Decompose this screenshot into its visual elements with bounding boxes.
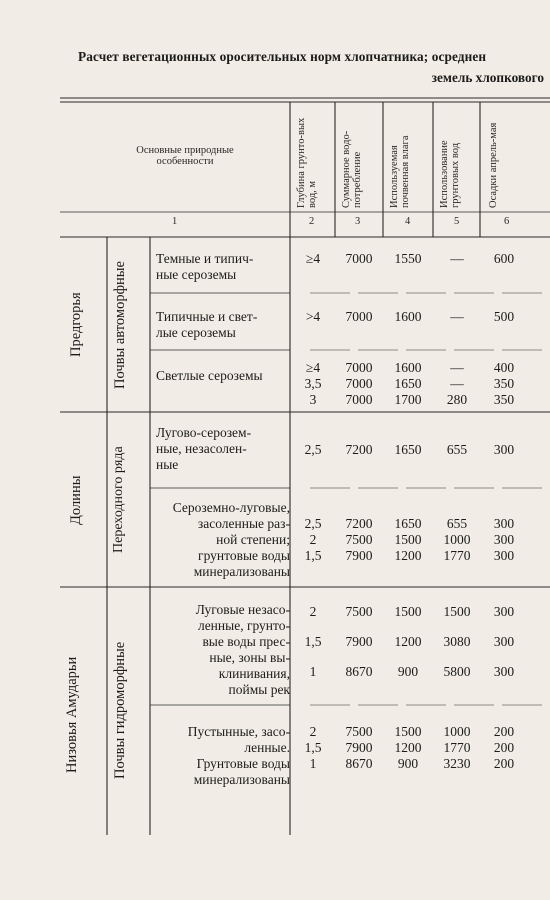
header-soil-moisture: Используемая почвенная влага (389, 135, 411, 208)
col-number-3: 3 (355, 216, 361, 227)
row-4-total: 7200 (345, 442, 373, 457)
row-5-depth: 2,5 2 1,5 (304, 516, 322, 563)
row-2-depth: >4 (305, 309, 321, 324)
row-8-depth: 1 (309, 664, 317, 679)
row-1-total: 7000 (345, 251, 373, 266)
row-6-precip: 300 (493, 604, 515, 619)
row-8-ground: 5800 (443, 664, 471, 679)
row-1-description: Темные и типич- ные сероземы (156, 251, 254, 282)
header-groundwater: Использование грунтовых вод (439, 140, 461, 208)
row-6-description: Луговые незасо- ленные, грунто- вые воды прес- ные, зоны вы- клинивания, поймы рек (195, 602, 290, 697)
row-2-description: Типичные и свет- лые сероземы (156, 309, 258, 340)
row-3-soil: 1600 1650 1700 (394, 360, 422, 407)
row-9-ground: 1000 1770 3230 (443, 724, 471, 771)
row-4-ground: 655 (446, 442, 468, 457)
row-1-soil: 1550 (394, 251, 422, 266)
row-5-ground: 655 1000 1770 (443, 516, 471, 563)
row-4-description: Лугово-серозем- ные, незасолен- ные (156, 425, 252, 472)
header-features: Основные природные особенности (136, 145, 234, 167)
row-8-precip: 300 (493, 664, 515, 679)
row-1-precip: 600 (493, 251, 515, 266)
row-9-total: 7500 7900 8670 (345, 724, 373, 771)
row-7-soil: 1200 (394, 634, 422, 649)
col-number-5: 5 (454, 216, 460, 227)
row-4-soil: 1650 (394, 442, 422, 457)
row-3-description: Светлые сероземы (156, 368, 263, 383)
row-9-description: Пустынные, засо- ленные. Грунтовые воды минерализованы (187, 724, 290, 787)
row-4-depth: 2,5 (304, 442, 322, 457)
row-5-soil: 1650 1500 1200 (394, 516, 422, 563)
row-3-ground: — — 280 (446, 360, 468, 407)
row-6-depth: 2 (309, 604, 317, 619)
row-6-ground: 1500 (443, 604, 471, 619)
group-transitional: Переходного ряда (111, 446, 126, 554)
row-2-precip: 500 (493, 309, 515, 324)
row-9-soil: 1500 1200 900 (394, 724, 422, 771)
row-8-total: 8670 (345, 664, 373, 679)
header-precipitation: Осадки апрель-мая (488, 122, 499, 208)
row-8-soil: 900 (397, 664, 419, 679)
col-number-2: 2 (309, 216, 315, 227)
col-number-4: 4 (405, 216, 411, 227)
table-title: Расчет вегетационных оросительных норм хлопчатника; осреднен (78, 49, 487, 64)
col-number-1: 1 (172, 216, 178, 227)
row-5-precip: 300 300 300 (493, 516, 515, 563)
region-lower-amudarya: Низовья Амударьи (64, 656, 80, 774)
row-4-precip: 300 (493, 442, 515, 457)
col-number-6: 6 (504, 216, 510, 227)
row-3-precip: 400 350 350 (493, 360, 515, 407)
row-5-description: Сероземно-луговые, засоленные раз- ной степени; грунтовые воды минерализованы (172, 500, 290, 579)
group-automorphic: Почвы автоморфные (112, 261, 128, 389)
header-depth: Глубина грунто-вых вод, м (296, 117, 318, 208)
region-valleys: Долины (68, 475, 84, 525)
row-7-depth: 1,5 (304, 634, 322, 649)
row-1-depth: ≥4 (305, 251, 321, 266)
region-foothills: Предгорья (68, 292, 84, 358)
header-total-consumption: Суммарное водо-потребление (341, 130, 363, 208)
row-7-total: 7900 (345, 634, 373, 649)
table-subtitle: земель хлопкового (431, 70, 544, 85)
row-9-depth: 2 1,5 1 (304, 724, 322, 771)
row-3-depth: ≥4 3,5 3 (304, 360, 322, 407)
row-1-ground: — (450, 251, 464, 266)
row-5-total: 7200 7500 7900 (345, 516, 373, 563)
group-hydromorphic: Почвы гидроморфные (112, 641, 128, 779)
row-9-precip: 200 200 200 (493, 724, 515, 771)
row-2-soil: 1600 (394, 309, 422, 324)
row-7-ground: 3080 (443, 634, 471, 649)
row-6-soil: 1500 (394, 604, 422, 619)
row-2-total: 7000 (345, 309, 373, 324)
row-6-total: 7500 (345, 604, 373, 619)
row-7-precip: 300 (493, 634, 515, 649)
row-2-ground: — (450, 309, 464, 324)
row-3-total: 7000 7000 7000 (345, 360, 373, 407)
